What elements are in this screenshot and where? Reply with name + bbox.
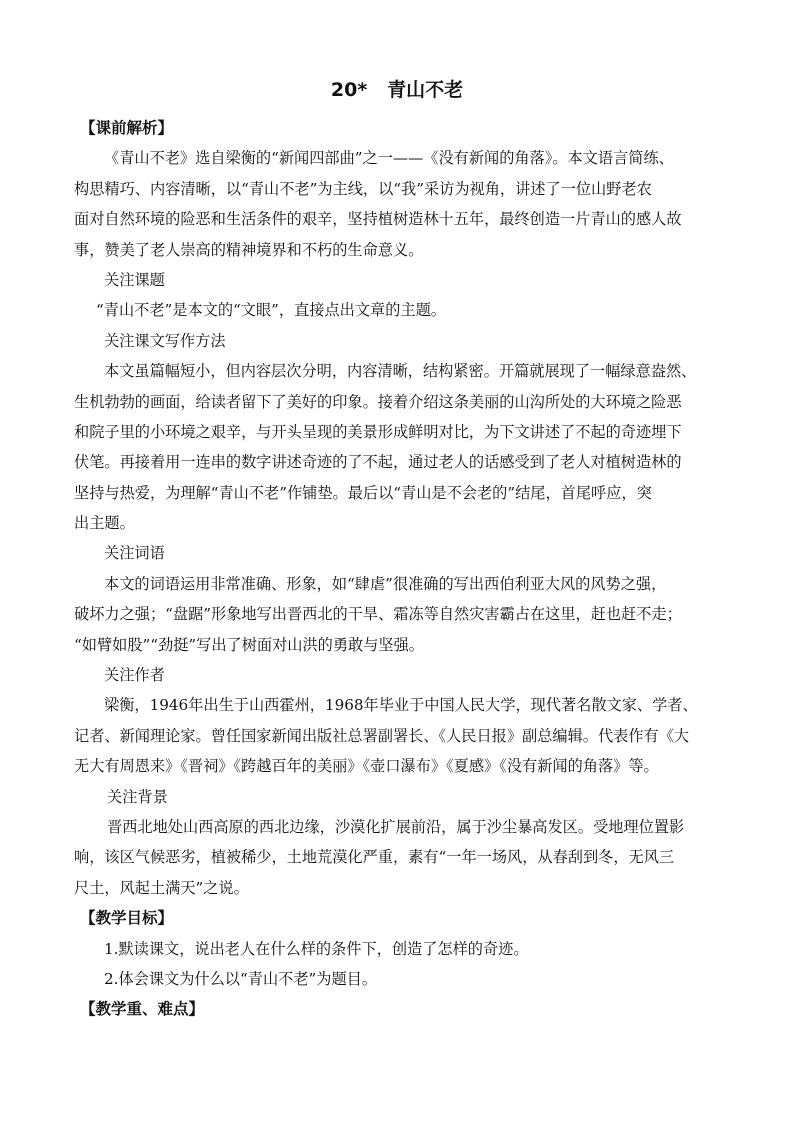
paragraph-line: 记者、新闻理论家。曾任国家新闻出版社总署副署长、《人民日报》副总编辑。代表作有《大 [74,726,690,745]
paragraph-line: 事，赞美了老人崇高的精神境界和不朽的生命意义。 [74,240,424,259]
paragraph-line: 梁衡，1946年出生于山西霍州，1968年毕业于中国人民大学，现代著名散文家、学者、 [104,696,698,715]
paragraph-line: “青山不老”是本文的“文眼”，直接点出文章的主题。 [96,301,446,320]
paragraph-line: “如臂如股”“劲挺”写出了树面对山洪的勇敢与坚强。 [74,635,424,654]
subheading-writing-method: 关注课文写作方法 [104,331,226,350]
paragraph-line: 本文虽篇幅短小，但内容层次分明，内容清晰，结构紧密。开篇就展现了一幅绿意盎然、 [104,362,697,381]
paragraph-line: 伏笔。再接着用一连串的数字讲述奇迹的了不起，通过老人的话感受到了老人对植树造林的 [74,453,682,472]
section-heading-pre-analysis: 【课前解析】 [80,119,174,137]
section-heading-key-points: 【教学重、难点】 [80,1000,205,1019]
subheading-background: 关注背景 [107,787,168,806]
page-title: 20* 青山不老 [330,79,464,101]
subheading-topic: 关注课题 [104,270,165,289]
subheading-author: 关注作者 [104,666,165,685]
paragraph-line: 破坏力之强；“盘踞”形象地写出晋西北的干旱、霜冻等自然灾害霸占在这里，赶也赶不走； [74,605,682,624]
section-heading-goals: 【教学目标】 [80,909,174,928]
paragraph-line: 生机勃勃的画面，给读者留下了美好的印象。接着介绍这条美丽的山沟所处的大环境之险恶 [74,392,682,411]
paragraph-line: 出主题。 [74,514,135,533]
document-body [74,113,734,1025]
paragraph-line: 本文的词语运用非常准确、形象，如“肆虐”很准确的写出西伯利亚大风的风势之强， [104,574,667,593]
paragraph-line: 和院子里的小环境之艰辛，与开头呈现的美景形成鲜明对比，为下文讲述了不起的奇迹埋下 [74,422,682,441]
paragraph-line: 晋西北地处山西高原的西北边缘，沙漠化扩展前沿，属于沙尘暴高发区。受地理位置影 [107,817,685,836]
paragraph-line: 尺土，风起土满天”之说。 [74,878,249,897]
goal-item: 1.默读课文，说出老人在什么样的条件下，创造了怎样的奇迹。 [104,939,529,958]
paragraph-line: 《青山不老》选自梁衡的“新闻四部曲”之一——《没有新闻的角落》。本文语言简练、 [104,149,674,168]
paragraph-line: 面对自然环境的险恶和生活条件的艰辛，坚持植树造林十五年，最终创造一片青山的感人故 [74,210,682,229]
subheading-words: 关注词语 [104,544,165,563]
goal-item: 2.体会课文为什么以“青山不老”为题目。 [104,969,378,988]
paragraph-line: 坚持与热爱，为理解“青山不老”作铺垫。最后以“青山是不会老的”结尾，首尾呼应，突 [74,483,652,502]
paragraph-line: 构思精巧、内容清晰，以“青山不老”为主线，以“我”采访为视角，讲述了一位山野老农 [74,179,652,198]
paragraph-line: 响，该区气候恶劣，植被稀少，土地荒漠化严重，素有“一年一场风，从春刮到冬，无风三 [74,848,675,867]
paragraph-line: 无大有周恩来》《晋祠》《跨越百年的美丽》《壶口瀑布》《夏感》《没有新闻的角落》等。 [74,757,659,776]
